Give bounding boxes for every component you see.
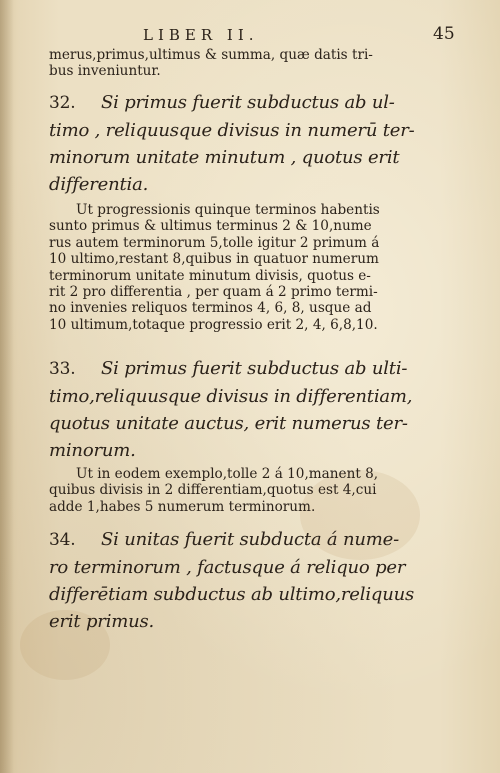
running-head-title: LIBER II. <box>143 26 259 44</box>
proposition-32 <box>49 89 415 198</box>
proposition-34 <box>49 526 415 635</box>
text-line: quibus divisis in 2 differentiam,quotus est 4,cui <box>49 482 377 499</box>
text-line: timo , reliquusque divisus in numerū ter- <box>49 120 415 141</box>
text-line: minorum. <box>49 440 136 461</box>
text-line: quotus unitate auctus, erit numerus ter- <box>49 413 408 434</box>
text-line: 10 ultimum,totaque progressio erit 2, 4, 6,8,10. <box>49 316 378 333</box>
text-line: sunto primus & ultimus terminus 2 & 10,nume <box>49 218 372 235</box>
text-line: differētiam subductus ab ultimo,reliquus <box>49 584 415 605</box>
text-line: Si primus fuerit subductus ab ul- <box>101 92 395 113</box>
text-line: differentia. <box>49 174 149 195</box>
example-paragraph <box>49 466 394 515</box>
text-line: Ut progressionis quinque terminos habentis <box>76 202 380 218</box>
spine-shadow <box>0 0 14 773</box>
text-line: ro terminorum , factusque á reliquo per <box>49 557 406 578</box>
paragraph-continuation <box>49 47 394 80</box>
text-line: 10 ultimo,restant 8,quibus in quatuor numerum <box>49 251 379 268</box>
text-line: no invenies reliquos terminos 4, 6, 8, usque ad <box>49 300 372 317</box>
text-line: rus autem terminorum 5,tolle igitur 2 primum á <box>49 234 380 251</box>
text-line: merus,primus,ultimus & summa, quæ datis tri- <box>49 47 373 63</box>
text-line: terminorum unitate minutum divisis, quotus e- <box>49 267 371 284</box>
text-line: rit 2 pro differentia , per quam á 2 primo termi- <box>49 284 378 301</box>
proposition-33 <box>49 355 413 464</box>
text-line: bus inveniuntur. <box>49 63 161 80</box>
text-line: Si primus fuerit subductus ab ulti- <box>101 358 408 379</box>
text-line: Ut in eodem exemplo,tolle 2 á 10,manent 8, <box>76 466 379 482</box>
text-line: erit primus. <box>49 611 155 632</box>
page-number: 45 <box>433 24 455 44</box>
text-line: Si unitas fuerit subducta á nume- <box>101 529 399 550</box>
text-line: minorum unitate minutum , quotus erit <box>49 147 400 168</box>
example-paragraph <box>49 202 394 333</box>
text-line: adde 1,habes 5 numerum terminorum. <box>49 498 316 515</box>
proposition-number: 34. <box>49 530 76 550</box>
proposition-number: 32. <box>49 93 76 113</box>
text-line: timo,reliquusque divisus in differentiam, <box>49 386 413 407</box>
proposition-number: 33. <box>49 359 76 379</box>
